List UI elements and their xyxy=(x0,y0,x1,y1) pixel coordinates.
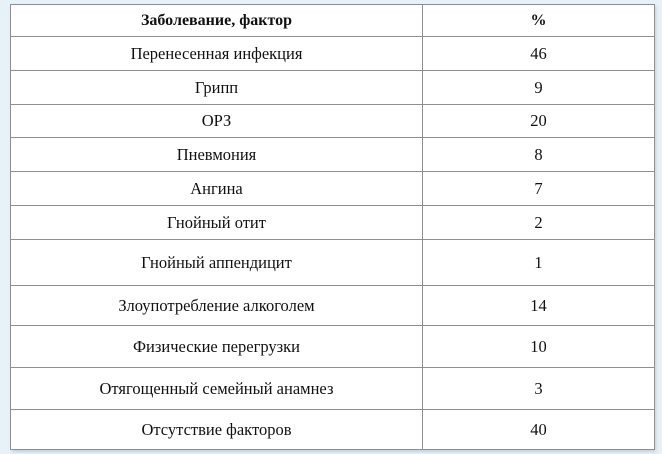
percent-cell: 46 xyxy=(423,37,655,71)
table-row xyxy=(11,240,655,286)
percent-cell: 8 xyxy=(423,138,655,172)
percent-cell: 2 xyxy=(423,206,655,240)
factor-cell: Отягощенный семейный анамнез xyxy=(11,368,423,410)
factor-cell: Пневмония xyxy=(11,138,423,172)
header-percent: % xyxy=(423,5,655,37)
factor-cell: Злоупотребление алкоголем xyxy=(11,286,423,326)
factor-cell: Гнойный отит xyxy=(11,206,423,240)
table-row xyxy=(11,410,655,450)
percent-cell: 10 xyxy=(423,326,655,368)
percent-cell: 1 xyxy=(423,240,655,286)
factor-cell: Гнойный аппендицит xyxy=(11,240,423,286)
table-header-row xyxy=(11,5,655,37)
table-sheet xyxy=(10,4,654,450)
table-row xyxy=(11,368,655,410)
table-row xyxy=(11,37,655,71)
percent-cell: 3 xyxy=(423,368,655,410)
percent-cell: 9 xyxy=(423,71,655,105)
percent-cell: 40 xyxy=(423,410,655,450)
factor-cell: Отсутствие факторов xyxy=(11,410,423,450)
table-row xyxy=(11,286,655,326)
table-row xyxy=(11,172,655,206)
factor-cell: Физические перегрузки xyxy=(11,326,423,368)
factor-cell: Перенесенная инфекция xyxy=(11,37,423,71)
factor-cell: Ангина xyxy=(11,172,423,206)
table-row xyxy=(11,138,655,172)
header-factor: Заболевание, фактор xyxy=(11,5,423,37)
table-row xyxy=(11,105,655,138)
table-row xyxy=(11,71,655,105)
factor-cell: ОРЗ xyxy=(11,105,423,138)
percent-cell: 20 xyxy=(423,105,655,138)
table-row xyxy=(11,326,655,368)
percent-cell: 7 xyxy=(423,172,655,206)
factors-table xyxy=(10,4,655,450)
table-row xyxy=(11,206,655,240)
factor-cell: Грипп xyxy=(11,71,423,105)
percent-cell: 14 xyxy=(423,286,655,326)
